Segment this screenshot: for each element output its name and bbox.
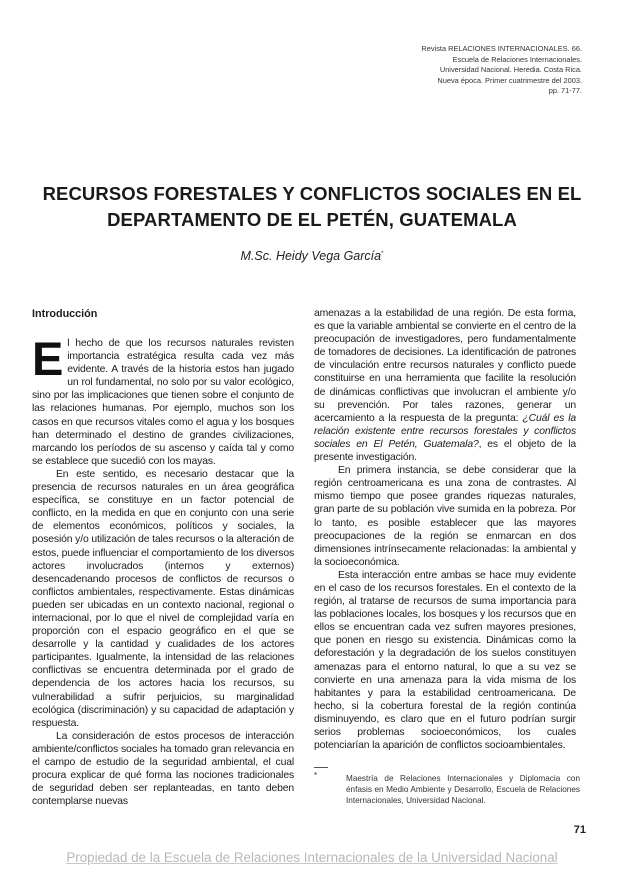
footnote-mark: * [314,771,318,780]
title-line-1: RECURSOS FORESTALES Y CONFLICTOS SOCIALES EN EL [42,183,582,204]
header-line: Revista RELACIONES INTERNACIONALES. 66. [421,44,582,53]
paragraph-text: l hecho de que los recursos naturales revisten importancia estratégica resulta cada vez más evidente. A través de la historia estos han jugado un rol fundamental, no solo por su valor ecológico, sino por las implicaciones que tienen sobre el conjunto de las relaciones humanas. Por ejemplo, muchos son los casos en que recursos vitales como el agua y los bosques han determinado el destino de grandes civilizaciones, marcando los períodos de su ascenso y caída tal y como se establece que sucedió con los mayas. [32,338,294,467]
header-line: Universidad Nacional. Heredia. Costa Rica. [439,65,582,75]
header-line: Escuela de Relaciones Internacionales. [452,54,582,64]
paragraph [314,307,576,464]
paragraph-text: amenazas a la estabilidad de una región. De esta forma, es que la variable ambiental se convierte en el centro de la preocupación de investigadores, pero fundamentalmente de tomadores de decisiones. La identificación de patrones de vinculación entre recursos naturales y conflicto puede constituirse en una herramienta que facilite la resolución de dinámicas conflictivas que involucran el ambiente y/o su prevención. Por tales razones, generar un acercamiento a la respuesta de la pregunta: [314,308,576,424]
footnote [314,771,580,806]
journal-header [421,44,582,97]
paragraph: Esta interacción entre ambas se hace muy evidente en el caso de los recursos forestales. En el contexto de la región, al tratarse de recursos de suma importancia para las poblaciones locales, los bosques y los recursos que en ellos se encuentran cada vez sufren mayores presiones, que ponen en riesgo su existencia. Dinámicas como la deforestación y la degradación de los suelos constituyen amenazas para el entorno natural, lo que a su vez se convierte en una amenaza para la vida misma de los habitantes y para la estabilidad centroamericana. De hecho, si la cobertura forestal de la región continúa disminuyendo, es claro que en el futuro podrían surgir serios problemas socioeconómicos, los cuales potenciarían la aparición de conflictos socioambientales. [314,569,576,752]
article-title [30,181,594,233]
paragraph [32,332,294,468]
section-heading: Introducción [32,308,98,320]
author-footnote-mark: * [381,250,384,257]
ownership-footer-link[interactable]: Propiedad de la Escuela de Relaciones Internacionales de la Universidad Nacional [66,850,558,865]
footnote-divider [314,767,328,768]
author-byline [0,249,624,263]
page-number: 71 [573,824,586,836]
header-line: pp. 71-77. [548,86,582,96]
left-column [32,307,294,808]
paragraph: En este sentido, es necesario destacar que la presencia de recursos naturales en un área geográfica específica, se constituye en un factor potencial de conflicto, en la medida en que en conjunto con una serie de elementos económicos, políticos y sociales, la posesión y/o utilización de tales recursos o la alteración de estos, puede influenciar el comportamiento de los diversos actores involucrados (internos y externos) desencadenando procesos de conflictos de recursos o conflictos ambientales, respectivamente. Estas dinámicas pueden ser ubicadas en un contexto nacional, regional o internacional, por lo que el nivel de complejidad varía en proporción con el espacio geográfico en el que se desarrolle y la cantidad y cualidades de los actores participantes. Igualmente, la intensidad de las relaciones conflictivas se encuentra determinada por el grado de dependencia de los actores hacia los recursos, su vulnerabilidad a sufrir perjuicios, su marginalidad ecológica (discriminación) y su capacidad de adaptación y respuesta. [32,468,294,729]
paragraph: En primera instancia, se debe considerar que la región centroamericana es una zona de contrastes. Al mismo tiempo que posee grandes riquezas naturales, gran parte de su población vive sumida en la pobreza. Por lo tanto, es posible establecer que las mayores preocupaciones de la región se enmarcan en dos dimensiones intrínsecamente relacionadas: la ambiental y la socioeconómica. [314,465,576,568]
research-question: ¿Cuál es la relación existente entre recursos forestales y conflictos sociales en El Petén, Guatemala? [314,412,576,450]
drop-cap: E [32,332,64,385]
footnote-text: Maestría de Relaciones Internacionales y Diplomacia con énfasis en Medio Ambiente y Desarrollo, Escuela de Relaciones Internacionales, Universidad Nacional. [346,774,580,805]
paragraph: La consideración de estos procesos de interacción ambiente/conflictos sociales ha tomado gran relevancia en el campo de estudio de la seguridad ambiental, el cual procura explicar de qué forma las nociones tradicionales de seguridad deben ser replanteadas, en tanto deben contemplarse nuevas [32,730,294,808]
paragraph-text: , es el objeto de la presente investigación. [314,438,576,464]
title-line-2: DEPARTAMENTO DE EL PETÉN, GUATEMALA [107,209,517,230]
header-line: Nueva época. Primer cuatrimestre del 2003. [437,75,582,85]
right-column [314,307,576,752]
author-name: M.Sc. Heidy Vega García [240,249,382,263]
